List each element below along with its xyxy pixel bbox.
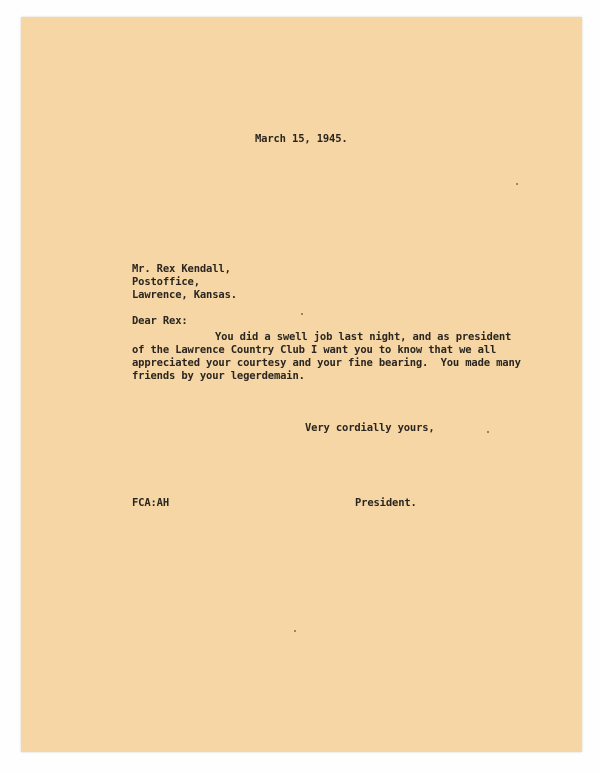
body-line-1: You did a swell job last night, and as president	[215, 331, 512, 343]
body-line-3: appreciated your courtesy and your fine bearing. You made many	[132, 357, 521, 369]
paper-speck	[294, 630, 296, 632]
letter-date: March 15, 1945.	[255, 133, 348, 145]
paper-speck	[487, 431, 489, 433]
body-line-2: of the Lawrence Country Club I want you to know that we all	[132, 344, 497, 356]
reference-initials: FCA:AH	[132, 497, 170, 509]
recipient-city: Lawrence, Kansas.	[132, 289, 237, 301]
recipient-name: Mr. Rex Kendall,	[132, 263, 231, 275]
closing: Very cordially yours,	[305, 422, 435, 434]
paper-speck	[301, 313, 303, 315]
signature-title: President.	[355, 497, 417, 509]
letter-page	[21, 17, 582, 752]
salutation: Dear Rex:	[132, 315, 188, 327]
recipient-street: Postoffice,	[132, 276, 200, 288]
paper-speck	[516, 183, 518, 185]
body-line-4: friends by your legerdemain.	[132, 370, 305, 382]
